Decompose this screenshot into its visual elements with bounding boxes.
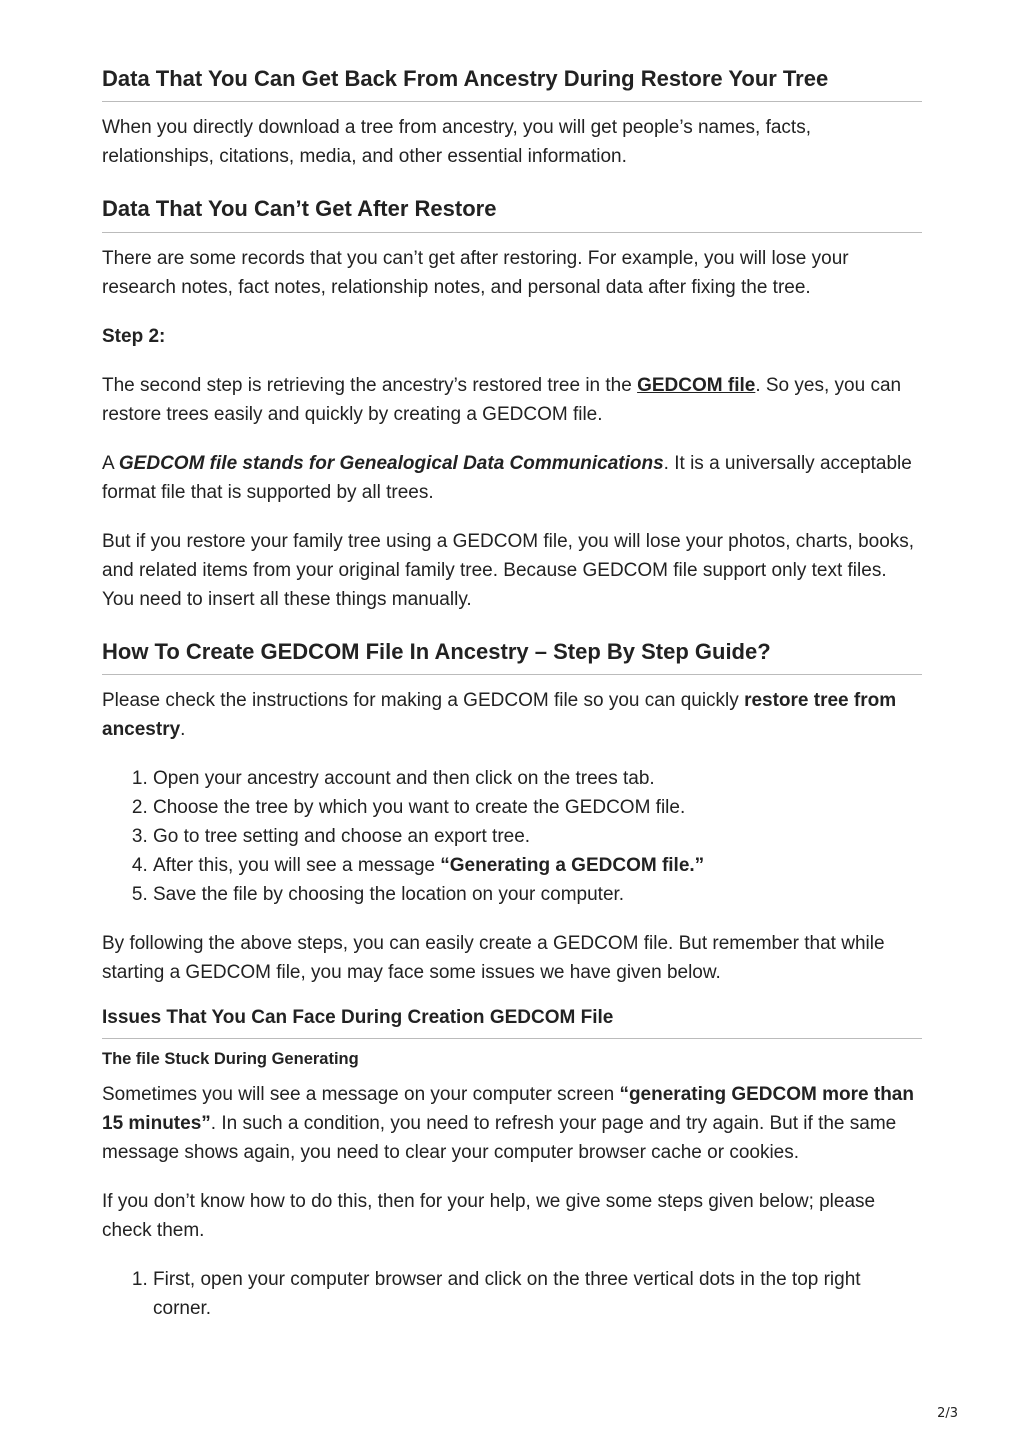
list-item: 5. Save the file by choosing the location on your computer. (153, 880, 922, 909)
heading-data-cant: Data That You Can’t Get After Restore (102, 196, 922, 232)
paragraph-data-cant: There are some records that you can’t get after restoring. For example, you will lose your research notes, fact notes, relationship notes, and personal data after fixing the tree. (102, 247, 849, 298)
list-item: 1. Open your ancestry account and then click on the trees tab. (153, 764, 922, 793)
step2-text-b: . So yes, you can restore trees easily and quickly by creating a GEDCOM file. (102, 374, 902, 425)
step2-label (102, 322, 922, 351)
gedcom-definition-emphasis: GEDCOM file stands for Genealogical Data Communications (118, 452, 664, 474)
list-item: 2. Choose the tree by which you want to create the GEDCOM file. (153, 793, 922, 822)
paragraph-check (102, 686, 922, 744)
gedcom-text-b: . It is a universally acceptable format file that is supported by all trees. (102, 452, 912, 503)
gedcom-steps-list (102, 764, 922, 909)
step2-strong: Step 2: (102, 325, 166, 347)
list-item: 1. First, open your computer browser and click on the three vertical dots in the top right corner. (153, 1265, 922, 1323)
check-text-a: Please check the instructions for making a GEDCOM file so you can quickly (102, 690, 745, 712)
paragraph-following: By following the above steps, you can easily create a GEDCOM file. But remember that while starting a GEDCOM file, you may face some issues we have given below. (102, 933, 885, 984)
list-item: 3. Go to tree setting and choose an export tree. (153, 822, 922, 851)
check-text-b: . (180, 719, 186, 741)
heading-how-to: How To Create GEDCOM File In Ancestry – Step By Step Guide? (102, 639, 922, 675)
gedcom-file-link[interactable]: GEDCOM file (637, 374, 756, 396)
heading-issues: Issues That You Can Face During Creation GEDCOM File (102, 1007, 922, 1039)
paragraph-gedcom-definition (102, 449, 922, 507)
sometimes-bold: “generating GEDCOM more than 15 minutes” (102, 1083, 914, 1134)
paragraph-data-back: When you directly download a tree from ancestry, you will get people’s names, facts, relationships, citations, media, and other essential information. (102, 117, 811, 168)
article-content (102, 66, 922, 1323)
step4-text: After this, you will see a message (153, 855, 441, 877)
gedcom-text-a: A (102, 452, 119, 474)
heading-file-stuck: The file Stuck During Generating (102, 1049, 359, 1068)
paragraph-but-if: But if you restore your family tree using a GEDCOM file, you will lose your photos, charts, books, and related items from your original family tree. Because GEDCOM file support only text files. You need to insert all these things manually. (102, 530, 915, 610)
paragraph-sometimes (102, 1080, 922, 1167)
paragraph-step2 (102, 371, 922, 429)
step4-bold: “Generating a GEDCOM file.” (440, 855, 705, 877)
step2-text-a: The second step is retrieving the ancestry’s restored tree in the (102, 374, 638, 396)
list-item (153, 851, 922, 880)
sometimes-text-b: . In such a condition, you need to refresh your page and try again. But if the same message shows again, you need to clear your computer browser cache or cookies. (102, 1112, 897, 1163)
paragraph-dont-know: If you don’t know how to do this, then for your help, we give some steps given below; please check them. (102, 1190, 876, 1241)
check-bold: restore tree from ancestry (102, 690, 897, 741)
browser-steps-list (102, 1265, 922, 1323)
sometimes-text-a: Sometimes you will see a message on your computer screen (102, 1083, 620, 1105)
page-number: 2/3 (937, 1406, 958, 1421)
heading-data-back: Data That You Can Get Back From Ancestry During Restore Your Tree (102, 66, 922, 102)
